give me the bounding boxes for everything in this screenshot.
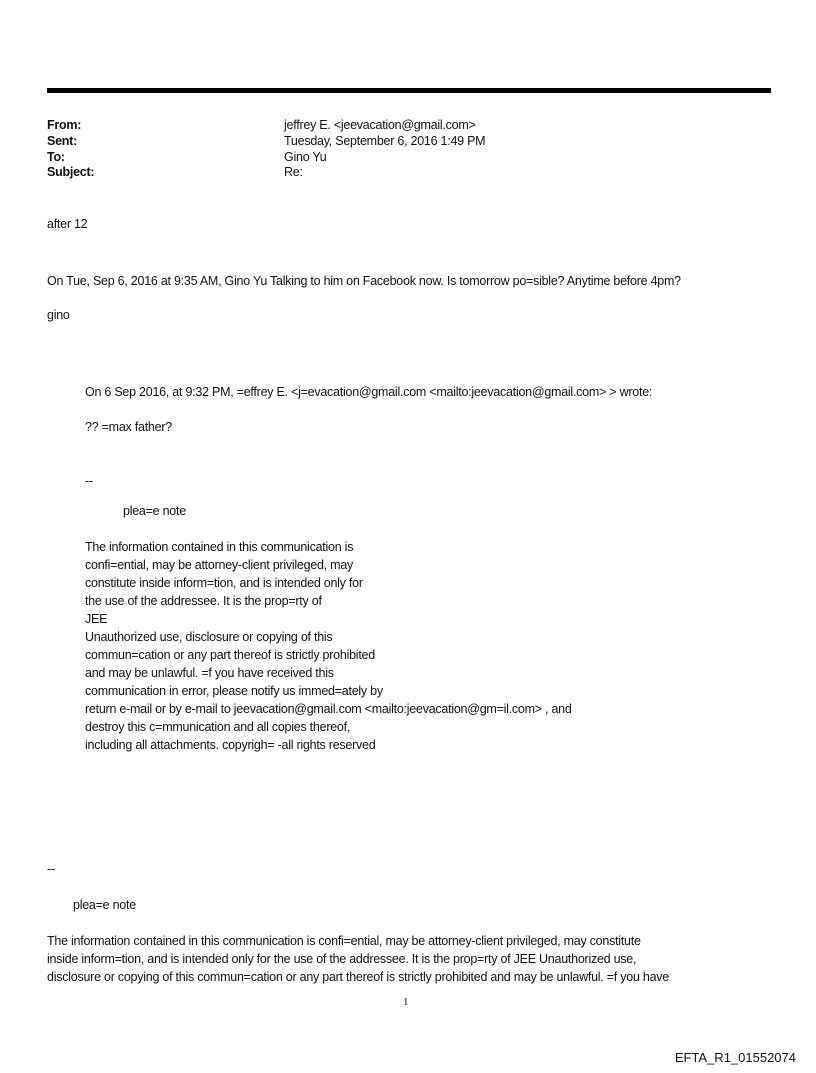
header-rule xyxy=(47,88,771,93)
bates-number: EFTA_R1_01552074 xyxy=(674,1050,796,1065)
from-label: From: xyxy=(47,118,82,132)
nested-note: plea=e note xyxy=(123,504,186,518)
note: plea=e note xyxy=(73,898,136,912)
to-value: Gino Yu xyxy=(284,150,327,164)
sent-value: Tuesday, September 6, 2016 1:49 PM xyxy=(284,134,486,148)
disclaimer-line: The information contained in this communication is confi=ential, may be attorney-client privileged, may constitute xyxy=(47,934,641,948)
disclaimer-line: communication in error, please notify us immed=ately by xyxy=(85,684,383,698)
disclaimer-line: JEE xyxy=(85,612,108,626)
disclaimer-line: commun=cation or any part thereof is strictly prohibited xyxy=(85,648,375,662)
disclaimer-line: destroy this c=mmunication and all copies thereof, xyxy=(85,720,351,734)
subject-value: Re: xyxy=(284,165,303,179)
disclaimer-line: confi=ential, may be attorney-client privileged, may xyxy=(85,558,354,572)
nested-message: ?? =max father? xyxy=(85,420,172,434)
to-label: To: xyxy=(47,150,65,164)
disclaimer-line: Unauthorized use, disclosure or copying of this xyxy=(85,630,333,644)
disclaimer-line: including all attachments. copyrigh= -all rights reserved xyxy=(85,738,376,752)
quote-intro: On Tue, Sep 6, 2016 at 9:35 AM, Gino Yu Talking to him on Facebook now. Is tomorrow po=sible? Anytime before 4pm? xyxy=(47,274,681,288)
disclaimer-line: the use of the addressee. It is the prop=rty of xyxy=(85,594,322,608)
sent-label: Sent: xyxy=(47,134,77,148)
disclaimer-line: constitute inside inform=tion, and is intended only for xyxy=(85,576,363,590)
separator: -- xyxy=(47,862,55,876)
disclaimer-line: inside inform=tion, and is intended only for the use of the addressee. It is the prop=rty of JEE Unauthorized use, xyxy=(47,952,637,966)
nested-separator: -- xyxy=(85,474,93,488)
disclaimer-line: and may be unlawful. =f you have received this xyxy=(85,666,334,680)
page-number: 1 xyxy=(403,996,409,1008)
signoff: gino xyxy=(47,308,70,322)
subject-label: Subject: xyxy=(47,165,95,179)
disclaimer-line: The information contained in this communication is xyxy=(85,540,354,554)
reply-text: after 12 xyxy=(47,217,88,231)
disclaimer-line: disclosure or copying of this commun=cation or any part thereof is strictly prohibited and may be unlawful. =f you have xyxy=(47,970,669,984)
nested-intro: On 6 Sep 2016, at 9:32 PM, =effrey E. <j=evacation@gmail.com <mailto:jeevacation@gmail.com> > wrote: xyxy=(85,385,653,399)
disclaimer-line: return e-mail or by e-mail to jeevacation@gmail.com <mailto:jeevacation@gm=il.com> , and xyxy=(85,702,572,716)
from-value: jeffrey E. <jeevacation@gmail.com> xyxy=(284,118,476,132)
